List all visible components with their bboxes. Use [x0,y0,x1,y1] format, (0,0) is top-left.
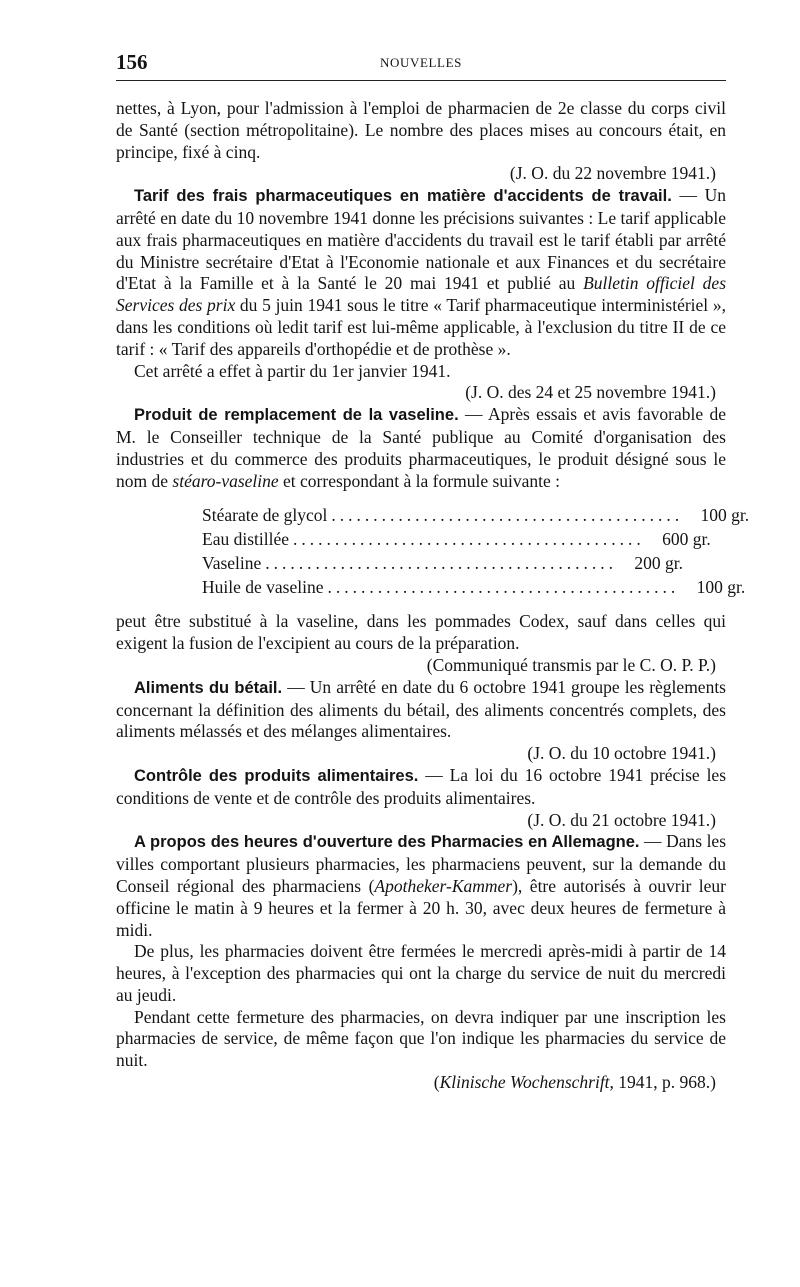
leader-dots: .......................................... [327,577,680,598]
article-paragraph: Cet arrêté a effet à partir du 1er janvier 1941. [134,360,451,381]
article-text: — La loi du 16 octobre 1941 précise les conditions de vente et de contrôle des produits alimentaires. [116,764,727,808]
source-citation: (J. O. du 21 octobre 1941.) [527,809,716,830]
article-title: Aliments du bétail. [134,678,283,697]
formula-row [202,503,750,527]
article-controle [116,765,726,810]
article-text: ), être autorisés à ouvrir leur officine le matin à 9 heures et la fermer à 20 h. 30, avec deux heures de fermeture à midi. [116,875,726,940]
source-citation: (Klinische Wochenschrift, 1941, p. 968.) [433,1072,716,1093]
article-italic: Apotheker-Kammer [374,875,513,896]
ingredient-name: Vaseline [202,553,262,574]
ingredient-name: Stéarate de glycol [202,505,328,526]
article-text: — Dans les villes comportant plusieurs pharmacies, les pharmaciens peuvent, sur la demande du Conseil régional des pharmaciens ( [116,831,727,896]
article-title: Tarif des frais pharmaceutiques en matière d'accidents de travail. [134,187,672,206]
article-allemagne [116,831,726,941]
article-paragraph: peut être substitué à la vaseline, dans les pommades Codex, sauf dans celles qui exigent la fusion de l'excipient au cours de la préparation. [116,611,726,654]
formula-row [202,527,711,551]
ingredient-qty: 200 gr. [634,553,684,574]
formula-row [202,551,684,575]
article-paragraph: Pendant cette fermeture des pharmacies, on devra indiquer par une inscription les pharmacies de service, de même façon que l'on indique les pharmacies du service de nuit. [116,1006,726,1071]
running-title: NOUVELLES [380,55,462,70]
formula-row [202,575,746,599]
source-journal: Klinische Wochenschrift [439,1072,610,1093]
article-title: Produit de remplacement de la vaseline. [134,406,459,425]
article-italic: Bulletin officiel des Services des prix [116,273,726,316]
article-vaseline [116,404,726,492]
article-text: — Un arrêté en date du 10 novembre 1941 donne les précisions suivantes : Le tarif applicable aux frais pharmaceutiques en matière d'accidents du travail est le tarif établi par arrêté du Ministre secrétaire d'Etat à l'Economie nationale et aux Finances et du secrétaire d'Etat à la Famille et à la Santé le 20 mai 1941 et publié au [116,185,726,294]
article-title: Contrôle des produits alimentaires. [134,766,419,785]
article-text: et correspondant à la formule suivante : [278,470,561,491]
ingredient-qty: 100 gr. [696,577,746,598]
source-citation: (Communiqué transmis par le C. O. P. P.) [426,654,716,675]
source-detail: , 1941, p. 968.) [609,1072,716,1093]
page-header [116,50,726,78]
article-tarif [116,185,726,360]
leader-dots: .......................................... [265,553,618,574]
page-number: 156 [116,50,148,74]
source-citation: (J. O. du 10 octobre 1941.) [527,743,716,764]
leader-dots: .......................................... [293,529,645,550]
ingredient-name: Huile de vaseline [202,577,324,598]
source-citation: (J. O. du 22 novembre 1941.) [509,163,716,184]
article-text: du 5 juin 1941 sous le titre « Tarif pharmaceutique interministériel », dans les conditions où ledit tarif est lui-même applicable, à l'exclusion du titre II de ce tarif : « Tarif des appareils d'orthopédie et de prothèse ». [116,295,726,359]
article-italic: stéaro-vaseline [172,470,279,491]
ingredient-name: Eau distillée [202,529,289,550]
ingredient-qty: 100 gr. [700,505,750,526]
ingredient-qty: 600 gr. [662,529,711,550]
header-rule [116,80,726,81]
article-title: A propos des heures d'ouverture des Pharmacies en Allemagne. [134,833,640,852]
leader-dots: .......................................... [331,505,684,526]
article-betail [116,677,726,743]
article-paragraph: De plus, les pharmacies doivent être fermées le mercredi après-midi à partir de 14 heures, à l'exception des pharmacies qui ont la charge du service de nuit du mercredi au jeudi. [116,941,726,1005]
page-content [116,98,750,1094]
source-citation: (J. O. des 24 et 25 novembre 1941.) [465,382,716,403]
article-text: — Après essais et avis favorable de M. le Conseiller technique de la Santé publique au Comité d'organisation des industries et du commerce des produits pharmaceutiques, le produit désigné sous le nom de [116,404,727,491]
article-text: — Un arrêté en date du 6 octobre 1941 groupe les règlements concernant la définition des aliments du bétail, des aliments concentrés complets, des aliments mélassés et des mélanges alimentaires. [116,676,726,742]
continued-paragraph: nettes, à Lyon, pour l'admission à l'emploi de pharmacien de 2e classe du corps civil de Santé (section métropolitaine). Le nombre des places mises au concours était, en principe, fixé à cinq. [116,98,726,162]
formula-table [202,503,750,599]
